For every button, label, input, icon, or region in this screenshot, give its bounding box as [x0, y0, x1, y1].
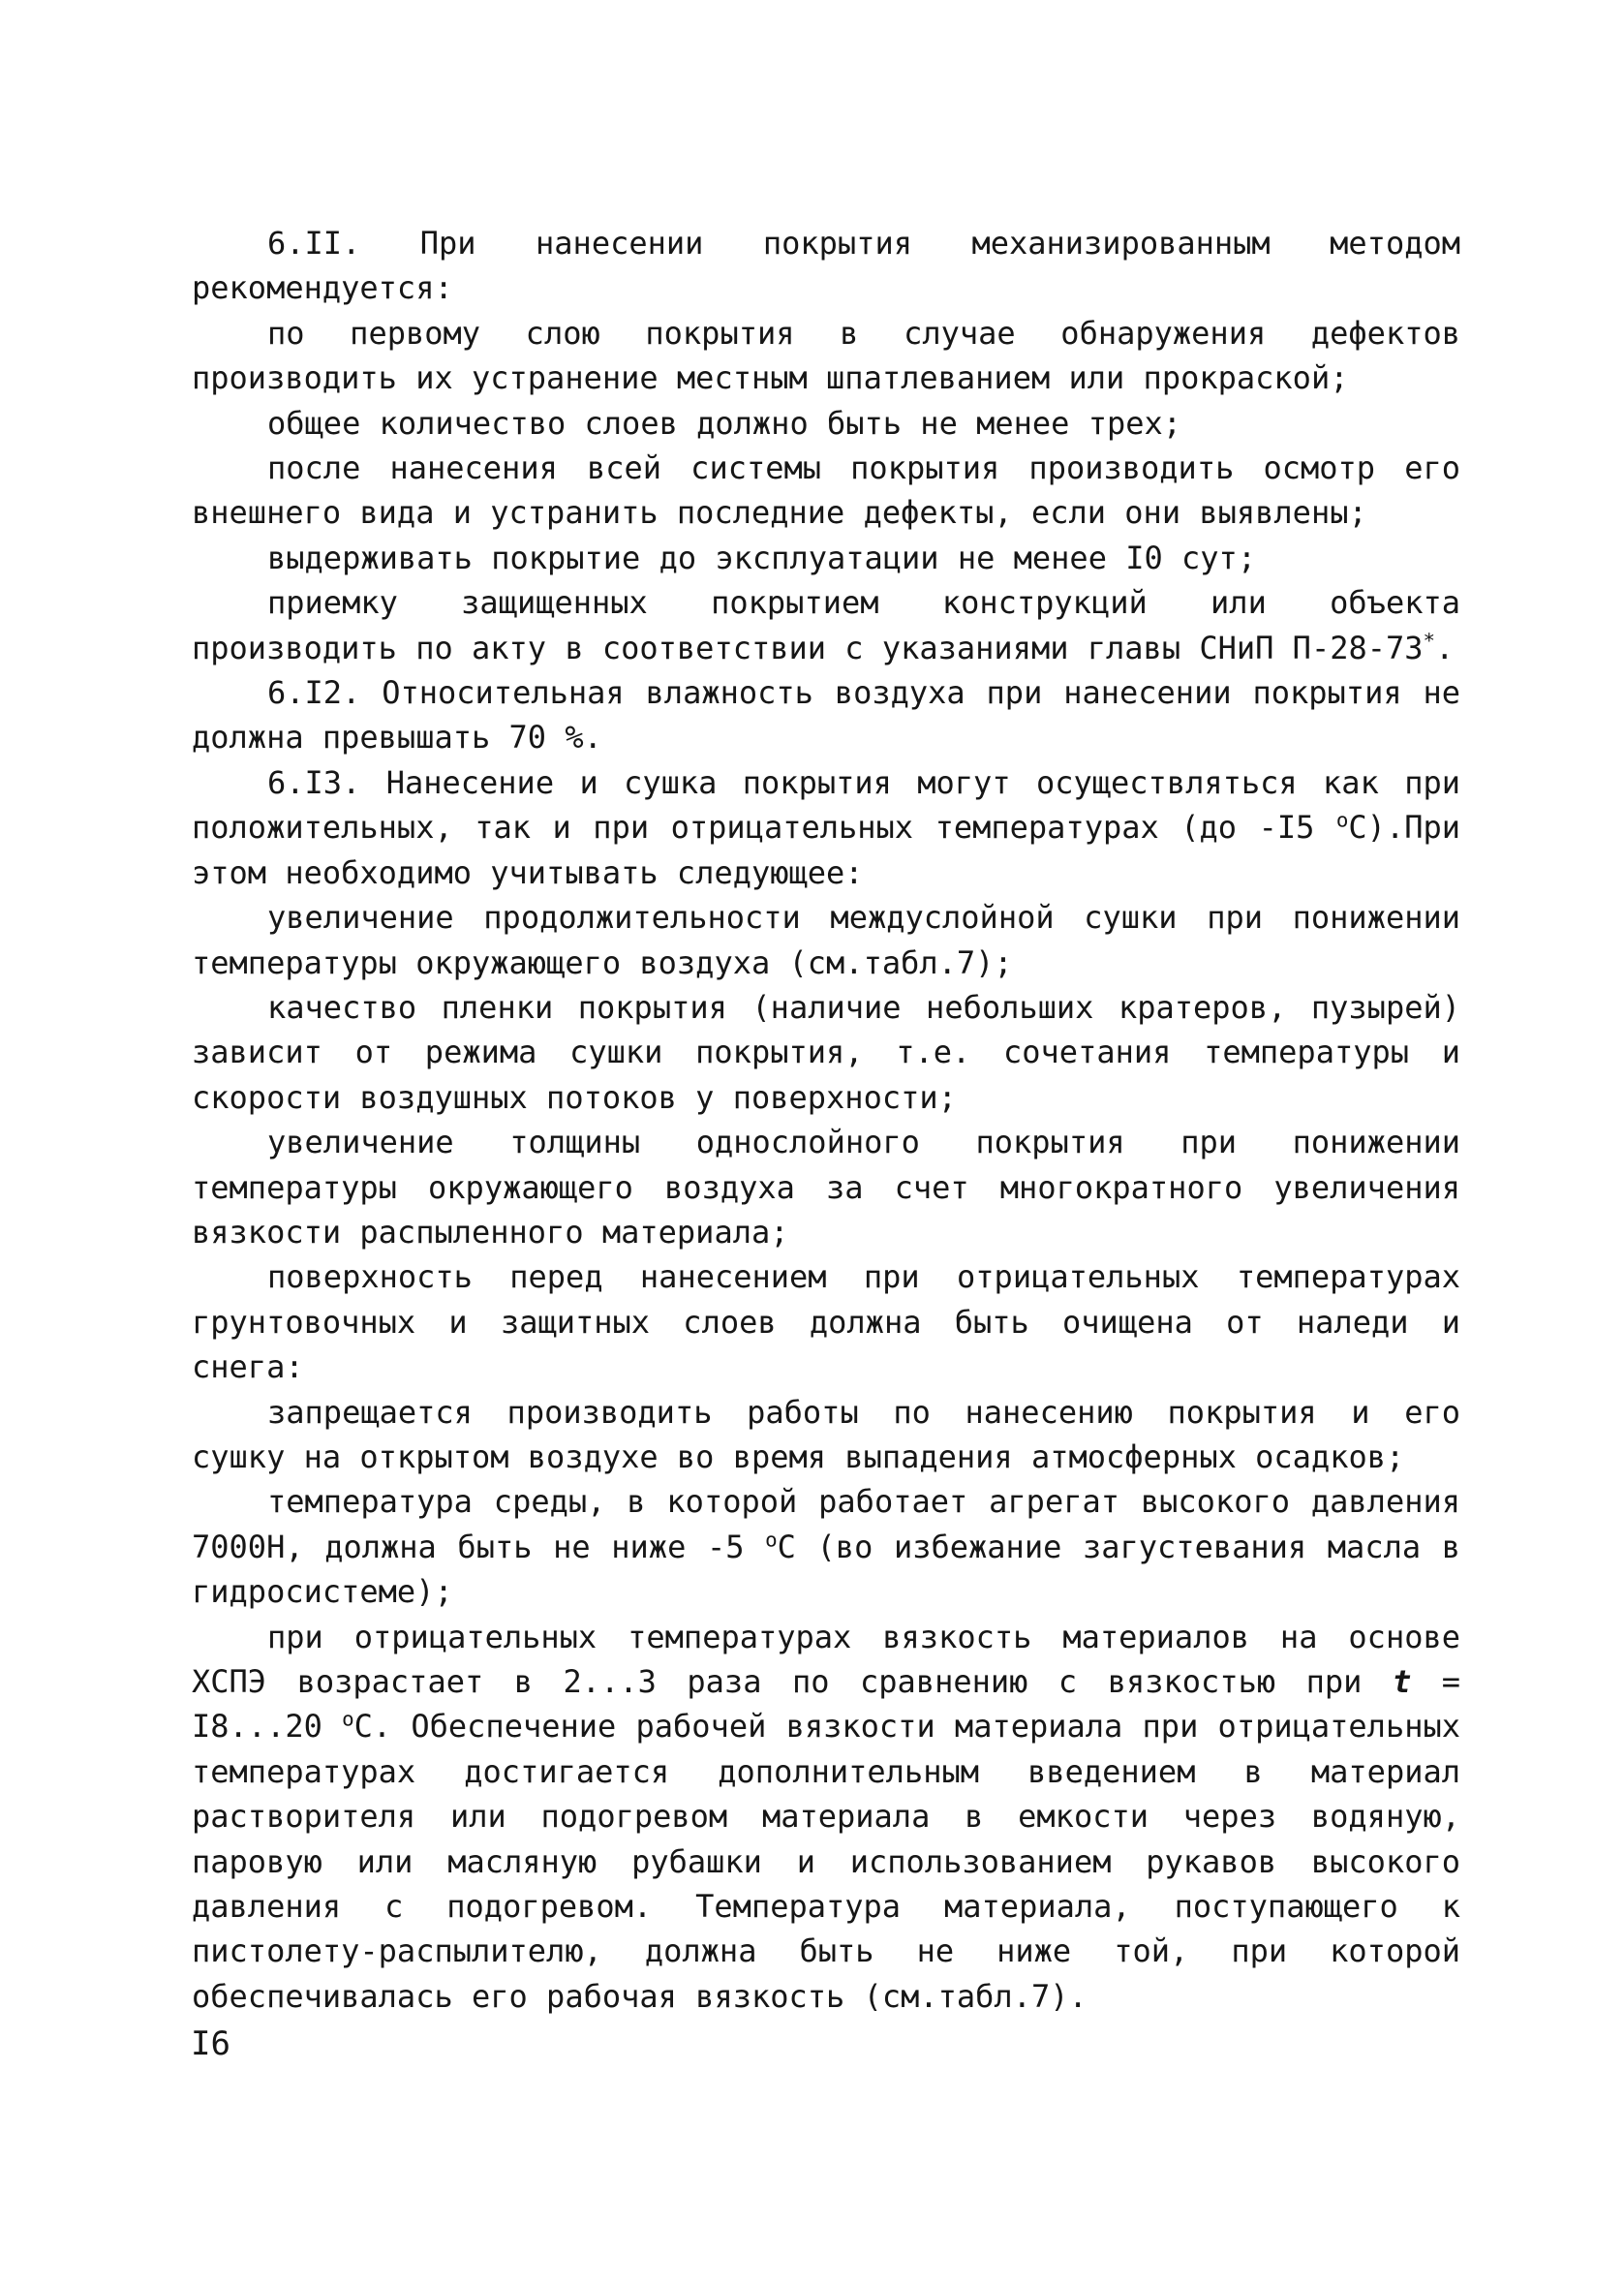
paragraph-curing: выдерживать покрытие до эксплуатации не менее I0 сут; [267, 539, 1257, 576]
acceptance-text: приемку защищенных покрытием конструкций или объекта производить по акту в соответствии с указаниями главы СНиП П-28-73 [192, 584, 1460, 666]
paragraph-acceptance [192, 580, 1460, 670]
viscosity-part-c: С. Обеспечение рабочей вязкости материала при отрицательных температурах достигается дополнительным введением в материал растворителя или подогревом материала в емкости через водяную, паровую или масляную рубашки и использованием рукавов высокого давления с подогревом. Температура материала, поступающего к пистолету-распылителю, должна быть не ниже той, при которой обеспечивалась его рабочая вязкость (см.табл.7). [192, 1708, 1460, 2015]
paragraph-layers: общее количество слоев должно быть не менее трех; [267, 404, 1182, 442]
paragraph-inspection: после нанесения всей системы покрытия производить осмотр его внешнего вида и устранить последние дефекты, если они выявлены; [192, 449, 1460, 532]
viscosity-t-symbol: t [1392, 1663, 1412, 1700]
p613-part-a: 6.I3. Нанесение и сушка покрытия могут осуществляться как при положительных, так и при отрицательных температурах (до -I5 [192, 763, 1460, 847]
ambient-part-b: С (во избежание загустевания масла в гидросистеме); [192, 1528, 1461, 1611]
list-item-drying: увеличение продолжительности междуслойной сушки при понижении температуры окружающего воздуха (см.табл.7); [192, 899, 1460, 981]
paragraph-viscosity [192, 1615, 1460, 2020]
p613-degree: о [1335, 808, 1349, 832]
viscosity-part-a: при отрицательных температурах вязкость материалов на основе ХСПЭ возрастает в 2...3 раза по сравнению с вязкостью при [192, 1618, 1460, 1700]
paragraph-defects: по первому слою покрытия в случае обнаружения дефектов производить их устранение местным шпатлеванием или прокраской; [192, 314, 1460, 397]
acceptance-asterisk: * [1423, 629, 1436, 652]
list-item-prohibition: запрещается производить работы по нанесению покрытия и его сушку на открытом воздухе во время выпадения атмосферных осадков; [192, 1393, 1460, 1475]
list-item-thickness: увеличение толщины однослойного покрытия при понижении температуры окружающего воздуха за счет многократного увеличения вязкости распыленного материала; [192, 1124, 1460, 1251]
list-item-film-quality: качество пленки покрытия (наличие небольших кратеров, пузырей) зависит от режима сушки покрытия, т.е. сочетания температуры и скорости воздушных потоков у поверхности; [192, 988, 1460, 1116]
paragraph-ambient-temperature [192, 1479, 1460, 1614]
p613-part-b: С).При этом необходимо учитывать следующее: [192, 809, 1460, 891]
page-number: I6 [191, 2024, 230, 2063]
document-body [192, 221, 1460, 2019]
paragraph-6-12: 6.I2. Относительная влажность воздуха при нанесении покрытия не должна превышать 70 %. [192, 674, 1460, 757]
ambient-part-a: температура среды, в которой работает агрегат высокого давления 7000Н, должна быть не ниже -5 [192, 1483, 1460, 1565]
list-item-surface: поверхность перед нанесением при отрицательных температурах грунтовочных и защитных слоев должна быть очищена от наледи и снега: [192, 1258, 1460, 1386]
acceptance-end: . [1435, 629, 1455, 666]
viscosity-degree: о [342, 1707, 354, 1731]
ambient-degree: о [765, 1528, 778, 1552]
viscosity-part-b: = I8...20 [192, 1663, 1461, 1746]
paragraph-6-11: 6.II. При нанесении покрытия механизированным методом рекомендуется: [192, 225, 1460, 307]
paragraph-6-13 [192, 760, 1460, 895]
